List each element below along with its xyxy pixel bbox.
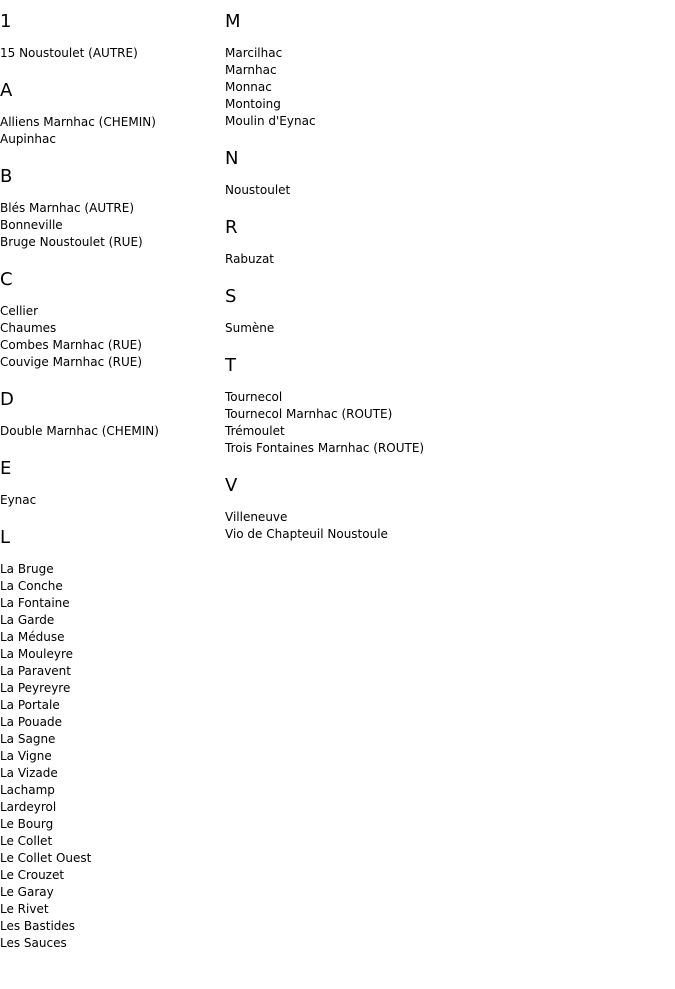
letter-group-a xyxy=(0,81,222,148)
letter-heading: T xyxy=(225,355,236,376)
street-link-la-conche[interactable]: La Conche xyxy=(0,579,63,593)
street-link-la-vizade[interactable]: La Vizade xyxy=(0,766,58,780)
entry-list xyxy=(0,303,222,371)
entry-list xyxy=(225,320,670,337)
street-link-lachamp[interactable]: Lachamp xyxy=(0,783,55,797)
street-index-right-column xyxy=(225,12,670,562)
letter-heading: V xyxy=(225,475,238,496)
entry-list xyxy=(225,45,670,130)
street-link-eynac[interactable]: Eynac xyxy=(0,493,37,507)
street-link-alliens-marnhac-chemin[interactable]: Alliens Marnhac (CHEMIN) xyxy=(0,115,156,129)
street-link-monnac[interactable]: Monnac xyxy=(225,80,272,94)
street-link-la-fontaine[interactable]: La Fontaine xyxy=(0,596,70,610)
letter-heading: A xyxy=(0,80,13,101)
entry-list xyxy=(225,182,670,199)
letter-group-c xyxy=(0,270,222,371)
letter-group-v xyxy=(225,476,670,543)
street-link-tournecol[interactable]: Tournecol xyxy=(225,390,283,404)
letter-group-m xyxy=(225,12,670,130)
street-link-combes-marnhac-rue[interactable]: Combes Marnhac (RUE) xyxy=(0,338,142,352)
street-link-la-pouade[interactable]: La Pouade xyxy=(0,715,62,729)
street-link-la-garde[interactable]: La Garde xyxy=(0,613,55,627)
street-link-les-bastides[interactable]: Les Bastides xyxy=(0,919,76,933)
street-link-la-peyreyre[interactable]: La Peyreyre xyxy=(0,681,71,695)
street-link-bonneville[interactable]: Bonneville xyxy=(0,218,63,232)
street-link-rabuzat[interactable]: Rabuzat xyxy=(225,252,275,266)
street-link-tremoulet[interactable]: Trémoulet xyxy=(225,424,285,438)
street-index-left-column xyxy=(0,12,222,971)
letter-group-n xyxy=(225,149,670,199)
entry-list xyxy=(0,114,222,148)
letter-heading: L xyxy=(0,527,11,548)
letter-heading: C xyxy=(0,269,13,290)
street-link-la-paravent[interactable]: La Paravent xyxy=(0,664,71,678)
letter-heading: B xyxy=(0,166,13,187)
street-link-tournecol-marnhac-route[interactable]: Tournecol Marnhac (ROUTE) xyxy=(225,407,393,421)
street-link-le-bourg[interactable]: Le Bourg xyxy=(0,817,54,831)
street-link-bruge-noustoulet-rue[interactable]: Bruge Noustoulet (RUE) xyxy=(0,235,143,249)
street-link-le-garay[interactable]: Le Garay xyxy=(0,885,54,899)
street-link-le-rivet[interactable]: Le Rivet xyxy=(0,902,49,916)
entry-list xyxy=(0,561,222,952)
street-link-aupinhac[interactable]: Aupinhac xyxy=(0,132,56,146)
letter-heading: R xyxy=(225,217,238,238)
street-link-marcilhac[interactable]: Marcilhac xyxy=(225,46,283,60)
letter-group-d xyxy=(0,390,222,440)
street-link-noustoulet[interactable]: Noustoulet xyxy=(225,183,291,197)
entry-list xyxy=(0,423,222,440)
letter-group-1 xyxy=(0,12,222,62)
entry-list xyxy=(225,389,670,457)
street-link-couvige-marnhac-rue[interactable]: Couvige Marnhac (RUE) xyxy=(0,355,143,369)
street-link-le-collet[interactable]: Le Collet xyxy=(0,834,53,848)
street-link-la-vigne[interactable]: La Vigne xyxy=(0,749,52,763)
street-link-la-sagne[interactable]: La Sagne xyxy=(0,732,56,746)
entry-list xyxy=(225,251,670,268)
letter-heading: M xyxy=(225,11,241,32)
letter-heading: 1 xyxy=(0,11,12,32)
street-link-bles-marnhac-autre[interactable]: Blés Marnhac (AUTRE) xyxy=(0,201,135,215)
letter-heading: S xyxy=(225,286,237,307)
street-link-lardeyrol[interactable]: Lardeyrol xyxy=(0,800,57,814)
street-link-moulin-d-eynac[interactable]: Moulin d'Eynac xyxy=(225,114,316,128)
street-link-sumene[interactable]: Sumène xyxy=(225,321,275,335)
letter-heading: E xyxy=(0,458,12,479)
street-link-le-crouzet[interactable]: Le Crouzet xyxy=(0,868,65,882)
street-link-villeneuve[interactable]: Villeneuve xyxy=(225,510,288,524)
letter-group-l xyxy=(0,528,222,952)
street-link-la-meduse[interactable]: La Méduse xyxy=(0,630,65,644)
street-link-double-marnhac-chemin[interactable]: Double Marnhac (CHEMIN) xyxy=(0,424,159,438)
street-link-la-portale[interactable]: La Portale xyxy=(0,698,60,712)
street-link-15-noustoulet-autre[interactable]: 15 Noustoulet (AUTRE) xyxy=(0,46,138,60)
street-link-la-mouleyre[interactable]: La Mouleyre xyxy=(0,647,74,661)
street-link-cellier[interactable]: Cellier xyxy=(0,304,39,318)
letter-heading: D xyxy=(0,389,14,410)
letter-group-b xyxy=(0,167,222,251)
letter-heading: N xyxy=(225,148,239,169)
street-link-les-sauces[interactable]: Les Sauces xyxy=(0,936,67,950)
street-link-marnhac[interactable]: Marnhac xyxy=(225,63,277,77)
street-link-la-bruge[interactable]: La Bruge xyxy=(0,562,54,576)
street-link-chaumes[interactable]: Chaumes xyxy=(0,321,57,335)
entry-list xyxy=(0,45,222,62)
letter-group-e xyxy=(0,459,222,509)
letter-group-s xyxy=(225,287,670,337)
letter-group-r xyxy=(225,218,670,268)
street-link-trois-fontaines-marnhac-route[interactable]: Trois Fontaines Marnhac (ROUTE) xyxy=(225,441,425,455)
street-link-vio-de-chapteuil-noustoule[interactable]: Vio de Chapteuil Noustoule xyxy=(225,527,388,541)
letter-group-t xyxy=(225,356,670,457)
entry-list xyxy=(225,509,670,543)
entry-list xyxy=(0,492,222,509)
street-link-montoing[interactable]: Montoing xyxy=(225,97,281,111)
entry-list xyxy=(0,200,222,251)
street-link-le-collet-ouest[interactable]: Le Collet Ouest xyxy=(0,851,92,865)
